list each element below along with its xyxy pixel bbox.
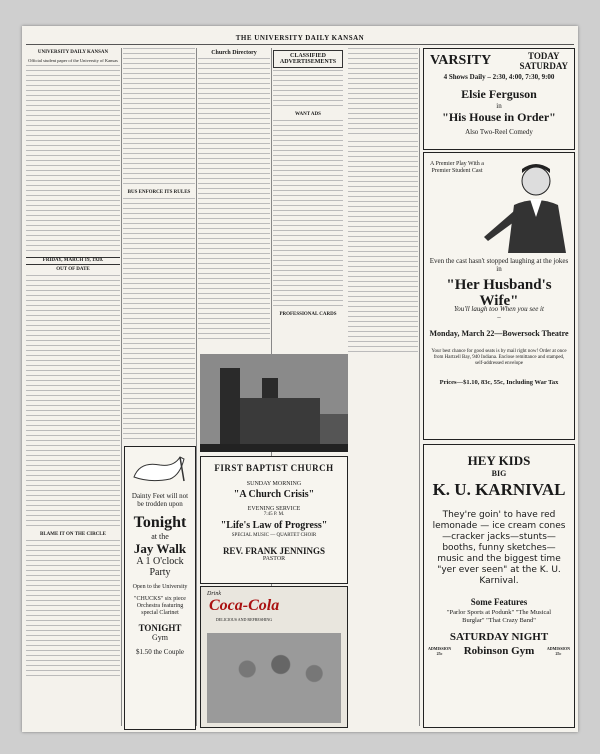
premier-seats: Your best chance for good seats is by mail right now! Order at once from Hartzell Bay, 940 Indiana. Enclose remittance and stamped, self-addressed envelope [431, 349, 567, 366]
evening-label: EVENING SERVICE [247, 506, 301, 512]
editorial-subtitle: Official student paper of the University of Kansas [28, 58, 118, 63]
party-name: A 1 O'clock Party [136, 556, 184, 578]
news-text [123, 48, 195, 188]
admission-left: ADMISSION [428, 646, 452, 651]
want-ads-heading: WANT ADS [295, 112, 321, 117]
premier-text: A Premier Play With a Premier Student Cast [430, 161, 484, 174]
coca-cola-logo: Coca-Cola [209, 597, 280, 614]
karnival-place: Robinson Gym [463, 645, 535, 657]
varsity-in: in [496, 102, 502, 110]
premier-play-ad [423, 152, 575, 440]
karnival-ad [423, 444, 575, 728]
evening-sermon: "Life's Law of Progress" [220, 520, 328, 531]
classified-rates [273, 70, 343, 110]
premier-prices: Prices—$1.10, 83c, 55c, Including War Tax [439, 379, 559, 386]
drink-label: Drink [207, 591, 221, 597]
newspaper-page [22, 26, 578, 732]
orchestra-text: "CHUCKS" six piece Orchestra featuring special Clarinet [134, 596, 186, 616]
couple-price: $1.50 the Couple [135, 648, 185, 656]
fee-right: 25c [555, 651, 562, 656]
column-rule [196, 48, 197, 726]
pointing-man-illustration [484, 157, 572, 253]
church-directory-heading: Church Directory [211, 50, 257, 56]
editorial-heading-2: BLAME IT ON THE CIRCLE [40, 532, 106, 537]
evening-time: 7:45 P. M. [263, 512, 285, 517]
at-the: at the [151, 532, 169, 541]
features-heading: Some Features [470, 597, 528, 607]
jaywalk-name: Jay Walk [133, 541, 187, 556]
pastor-name: REV. FRANK JENNINGS [222, 546, 326, 556]
slipper-caption: Dainty Feet will not be trodden upon [131, 492, 189, 508]
editorial-heading: OUT OF DATE [56, 267, 90, 272]
karnival-title: K. U. KARNIVAL [432, 480, 566, 499]
editorial-title: UNIVERSITY DAILY KANSAN [37, 50, 109, 55]
news-text-2 [123, 198, 195, 443]
premier-laugh-too: You'll laugh too When you see it – [454, 305, 544, 321]
professional-cards-heading: PROFESSIONAL CARDS [279, 312, 337, 317]
staff-listing [26, 65, 120, 255]
editorial-column [26, 48, 120, 726]
want-ads-2 [348, 141, 418, 356]
varsity-shows: 4 Shows Daily – 2:30, 4:00, 7:30, 9:00 [443, 73, 555, 81]
coca-cola-ad [200, 586, 348, 728]
business-column [348, 48, 418, 136]
classified-heading: CLASSIFIED ADVERTISEMENTS [273, 50, 343, 68]
tonight-gym: TONIGHT [138, 623, 182, 633]
varsity-comedy: Also Two-Reel Comedy [465, 128, 533, 136]
church-name: FIRST BAPTIST CHURCH [214, 463, 334, 473]
classified-column-2 [348, 141, 418, 356]
crowd-illustration [207, 633, 341, 723]
hey-kids: HEY KIDS [467, 453, 531, 468]
church-column [198, 48, 270, 348]
editorial-text [26, 275, 120, 530]
business-listings [348, 48, 418, 136]
features-list: "Parlor Sports at Podunk" "The Musical Burglar" "That Crazy Band" [446, 609, 552, 624]
premier-date: Monday, March 22—Bowersock Theatre [429, 329, 569, 338]
varsity-ad [423, 48, 575, 150]
morning-sermon: "A Church Crisis" [233, 489, 315, 500]
varsity-name: VARSITY [430, 53, 492, 68]
coke-tagline: DELICIOUS AND REFRESHING [215, 617, 273, 622]
saturday-night: SATURDAY NIGHT [449, 631, 549, 643]
morning-label: SUNDAY MORNING [246, 481, 302, 487]
varsity-today: TODAY [527, 51, 560, 61]
pastor-title: PASTOR [262, 556, 286, 562]
editorial-text-2 [26, 540, 120, 680]
premier-title: "Her Husband's Wife" [446, 277, 552, 309]
varsity-saturday: SATURDAY [519, 61, 568, 71]
open-text: Open to the University [132, 584, 188, 590]
karnival-body: They're goin' to have red lemonade — ice cream cones—cracker jacks—stunts—booths, funny sketches—music and the biggest time "yer ever seen" at the K. U. Karnival. [432, 510, 566, 586]
column-rule [419, 48, 420, 726]
want-ads [273, 120, 343, 310]
church-photo [200, 354, 348, 452]
issue-date: FRIDAY, MARCH 19, 1920. [26, 257, 120, 265]
tonight-heading: Tonight [133, 514, 187, 531]
gym-text: Gym [152, 633, 168, 642]
big-label: BIG [491, 469, 507, 478]
special-music: SPECIAL MUSIC — QUARTET CHOIR [231, 533, 317, 538]
masthead: THE UNIVERSITY DAILY KANSAN [235, 34, 365, 42]
church-listings [198, 58, 270, 343]
slipper-icon [130, 451, 190, 485]
column-rule [121, 48, 122, 726]
fee-left: 25c [436, 651, 443, 656]
varsity-star: Elsie Ferguson [461, 87, 537, 101]
masthead-rule [26, 44, 574, 45]
premier-laugh: Even the cast hasn't stopped laughing at the jokes in [429, 257, 569, 273]
baptist-church-ad [200, 456, 348, 584]
news-heading: BUS ENFORCE ITS RULES [127, 190, 191, 195]
varsity-film: "His House in Order" [442, 110, 556, 124]
admission-right: ADMISSION [546, 646, 570, 651]
jaywalk-ad [124, 446, 196, 730]
